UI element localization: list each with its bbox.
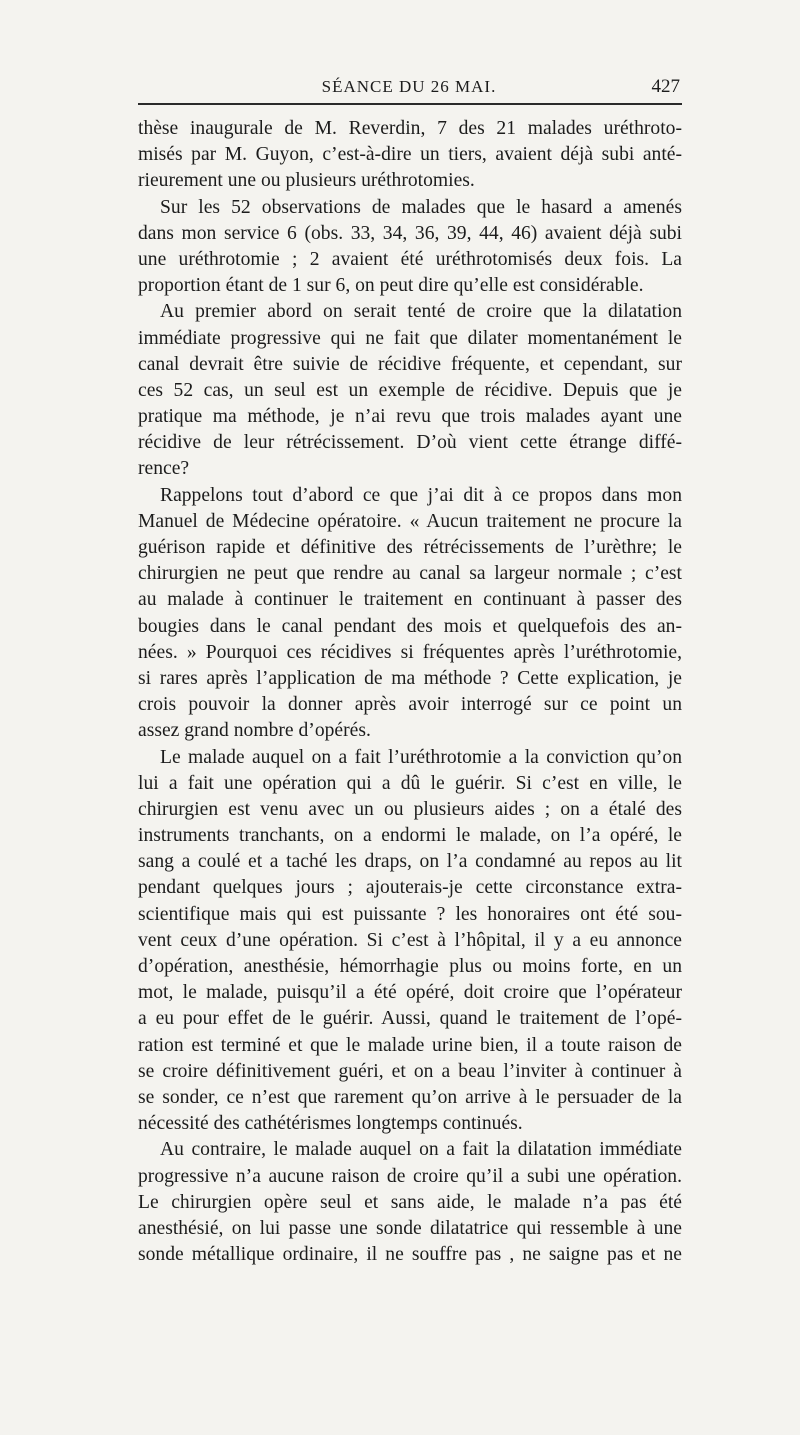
text-line: a eu pour effet de le guérir. Aussi, quand le traitement de l’opé-	[138, 1008, 682, 1030]
text-line: rieurement une ou plusieurs uréthrotomies.	[138, 170, 475, 192]
page-number: 427	[651, 76, 680, 97]
text-line: thèse inaugurale de M. Reverdin, 7 des 21 malades uréthroto-	[138, 118, 682, 139]
text-line: se sonder, ce n’est que rarement qu’on arrive à le persuader de la	[138, 1086, 682, 1108]
text-line: pendant quelques jours ; ajouterais-je cette circonstance extra-	[138, 877, 682, 899]
text-line: Au contraire, le malade auquel on a fait la dilatation immédiate	[160, 1139, 682, 1161]
text-line: anesthésié, on lui passe une sonde dilatatrice qui ressemble à une	[138, 1217, 682, 1239]
text-line: si rares après l’application de ma méthode ? Cette explication, je	[138, 667, 682, 689]
text-line: misés par M. Guyon, c’est-à-dire un tiers, avaient déjà subi anté-	[138, 144, 682, 166]
text-line: Le chirurgien opère seul et sans aide, le malade n’a pas été	[138, 1191, 682, 1213]
text-line: se croire définitivement guéri, et on a beau l’inviter à continuer à	[138, 1060, 682, 1082]
text-line: d’opération, anesthésie, hémorrhagie plus ou moins forte, en un	[138, 956, 682, 977]
text-line: mot, le malade, puisqu’il a été opéré, doit croire que l’opérateur	[138, 982, 682, 1004]
text-line: chirurgien est venu avec un ou plusieurs aides ; on a étalé des	[138, 798, 682, 820]
header-rule	[138, 103, 682, 105]
text-line: pratique ma méthode, je n’ai revu que trois malades ayant une	[138, 406, 682, 428]
text-line: assez grand nombre d’opérés.	[138, 720, 371, 742]
text-line: Le malade auquel on a fait l’uréthrotomie a la conviction qu’on	[160, 746, 682, 768]
text-line: crois pouvoir la donner après avoir interrogé sur ce point un	[138, 694, 682, 716]
text-line: Rappelons tout d’abord ce que j’ai dit à ce propos dans mon	[160, 484, 682, 506]
text-line: nées. » Pourquoi ces récidives si fréquentes après l’uréthrotomie,	[138, 641, 682, 663]
text-line: proportion étant de 1 sur 6, on peut dire qu’elle est considérable.	[138, 275, 644, 297]
running-head	[138, 74, 680, 100]
text-line: vent ceux d’une opération. Si c’est à l’hôpital, il y a eu annonce	[138, 929, 682, 951]
text-line: immédiate progressive qui ne fait que dilater momentanément le	[138, 327, 682, 349]
text-line: ration est terminé et que le malade urine bien, il a toute raison de	[138, 1034, 682, 1056]
running-title: SÉANCE DU 26 MAI.	[321, 77, 497, 96]
text-line: canal devrait être suivie de récidive fréquente, et cependant, sur	[138, 353, 682, 375]
text-line: bougies dans le canal pendant des mois et quelquefois des an-	[138, 615, 682, 637]
text-line: au malade à continuer le traitement en continuant à passer des	[138, 589, 682, 611]
text-line: lui a fait une opération qui a dû le guérir. Si c’est en ville, le	[138, 772, 682, 794]
text-line: guérison rapide et définitive des rétrécissements de l’urèthre; le	[138, 537, 682, 558]
text-line: nécessité des cathétérismes longtemps continués.	[138, 1113, 523, 1135]
text-line: récidive de leur rétrécissement. D’où vient cette étrange diffé-	[138, 432, 682, 454]
text-line: sonde métallique ordinaire, il ne souffre pas , ne saigne pas et ne	[138, 1244, 682, 1266]
text-line: une uréthrotomie ; 2 avaient été uréthrotomisés deux fois. La	[138, 248, 682, 270]
text-line: instruments tranchants, on a endormi le malade, on l’a opéré, le	[138, 825, 682, 847]
text-line: scientifique mais qui est puissante ? les honoraires ont été sou-	[138, 903, 682, 925]
text-line: Sur les 52 observations de malades que le hasard a amenés	[160, 196, 682, 218]
text-line: chirurgien ne peut que rendre au canal sa largeur normale ; c’est	[138, 563, 682, 585]
body-text	[138, 116, 682, 1268]
text-line: dans mon service 6 (obs. 33, 34, 36, 39, 44, 46) avaient déjà subi	[138, 222, 682, 244]
text-line: progressive n’a aucune raison de croire qu’il a subi une opération.	[138, 1165, 682, 1187]
text-line: sang a coulé et a taché les draps, on l’a condamné au repos au lit	[138, 851, 682, 873]
text-line: Au premier abord on serait tenté de croire que la dilatation	[160, 301, 682, 323]
text-line: rence?	[138, 458, 190, 480]
text-line: ces 52 cas, un seul est un exemple de récidive. Depuis que je	[138, 379, 682, 401]
text-line: Manuel de Médecine opératoire. « Aucun traitement ne procure la	[138, 510, 682, 532]
